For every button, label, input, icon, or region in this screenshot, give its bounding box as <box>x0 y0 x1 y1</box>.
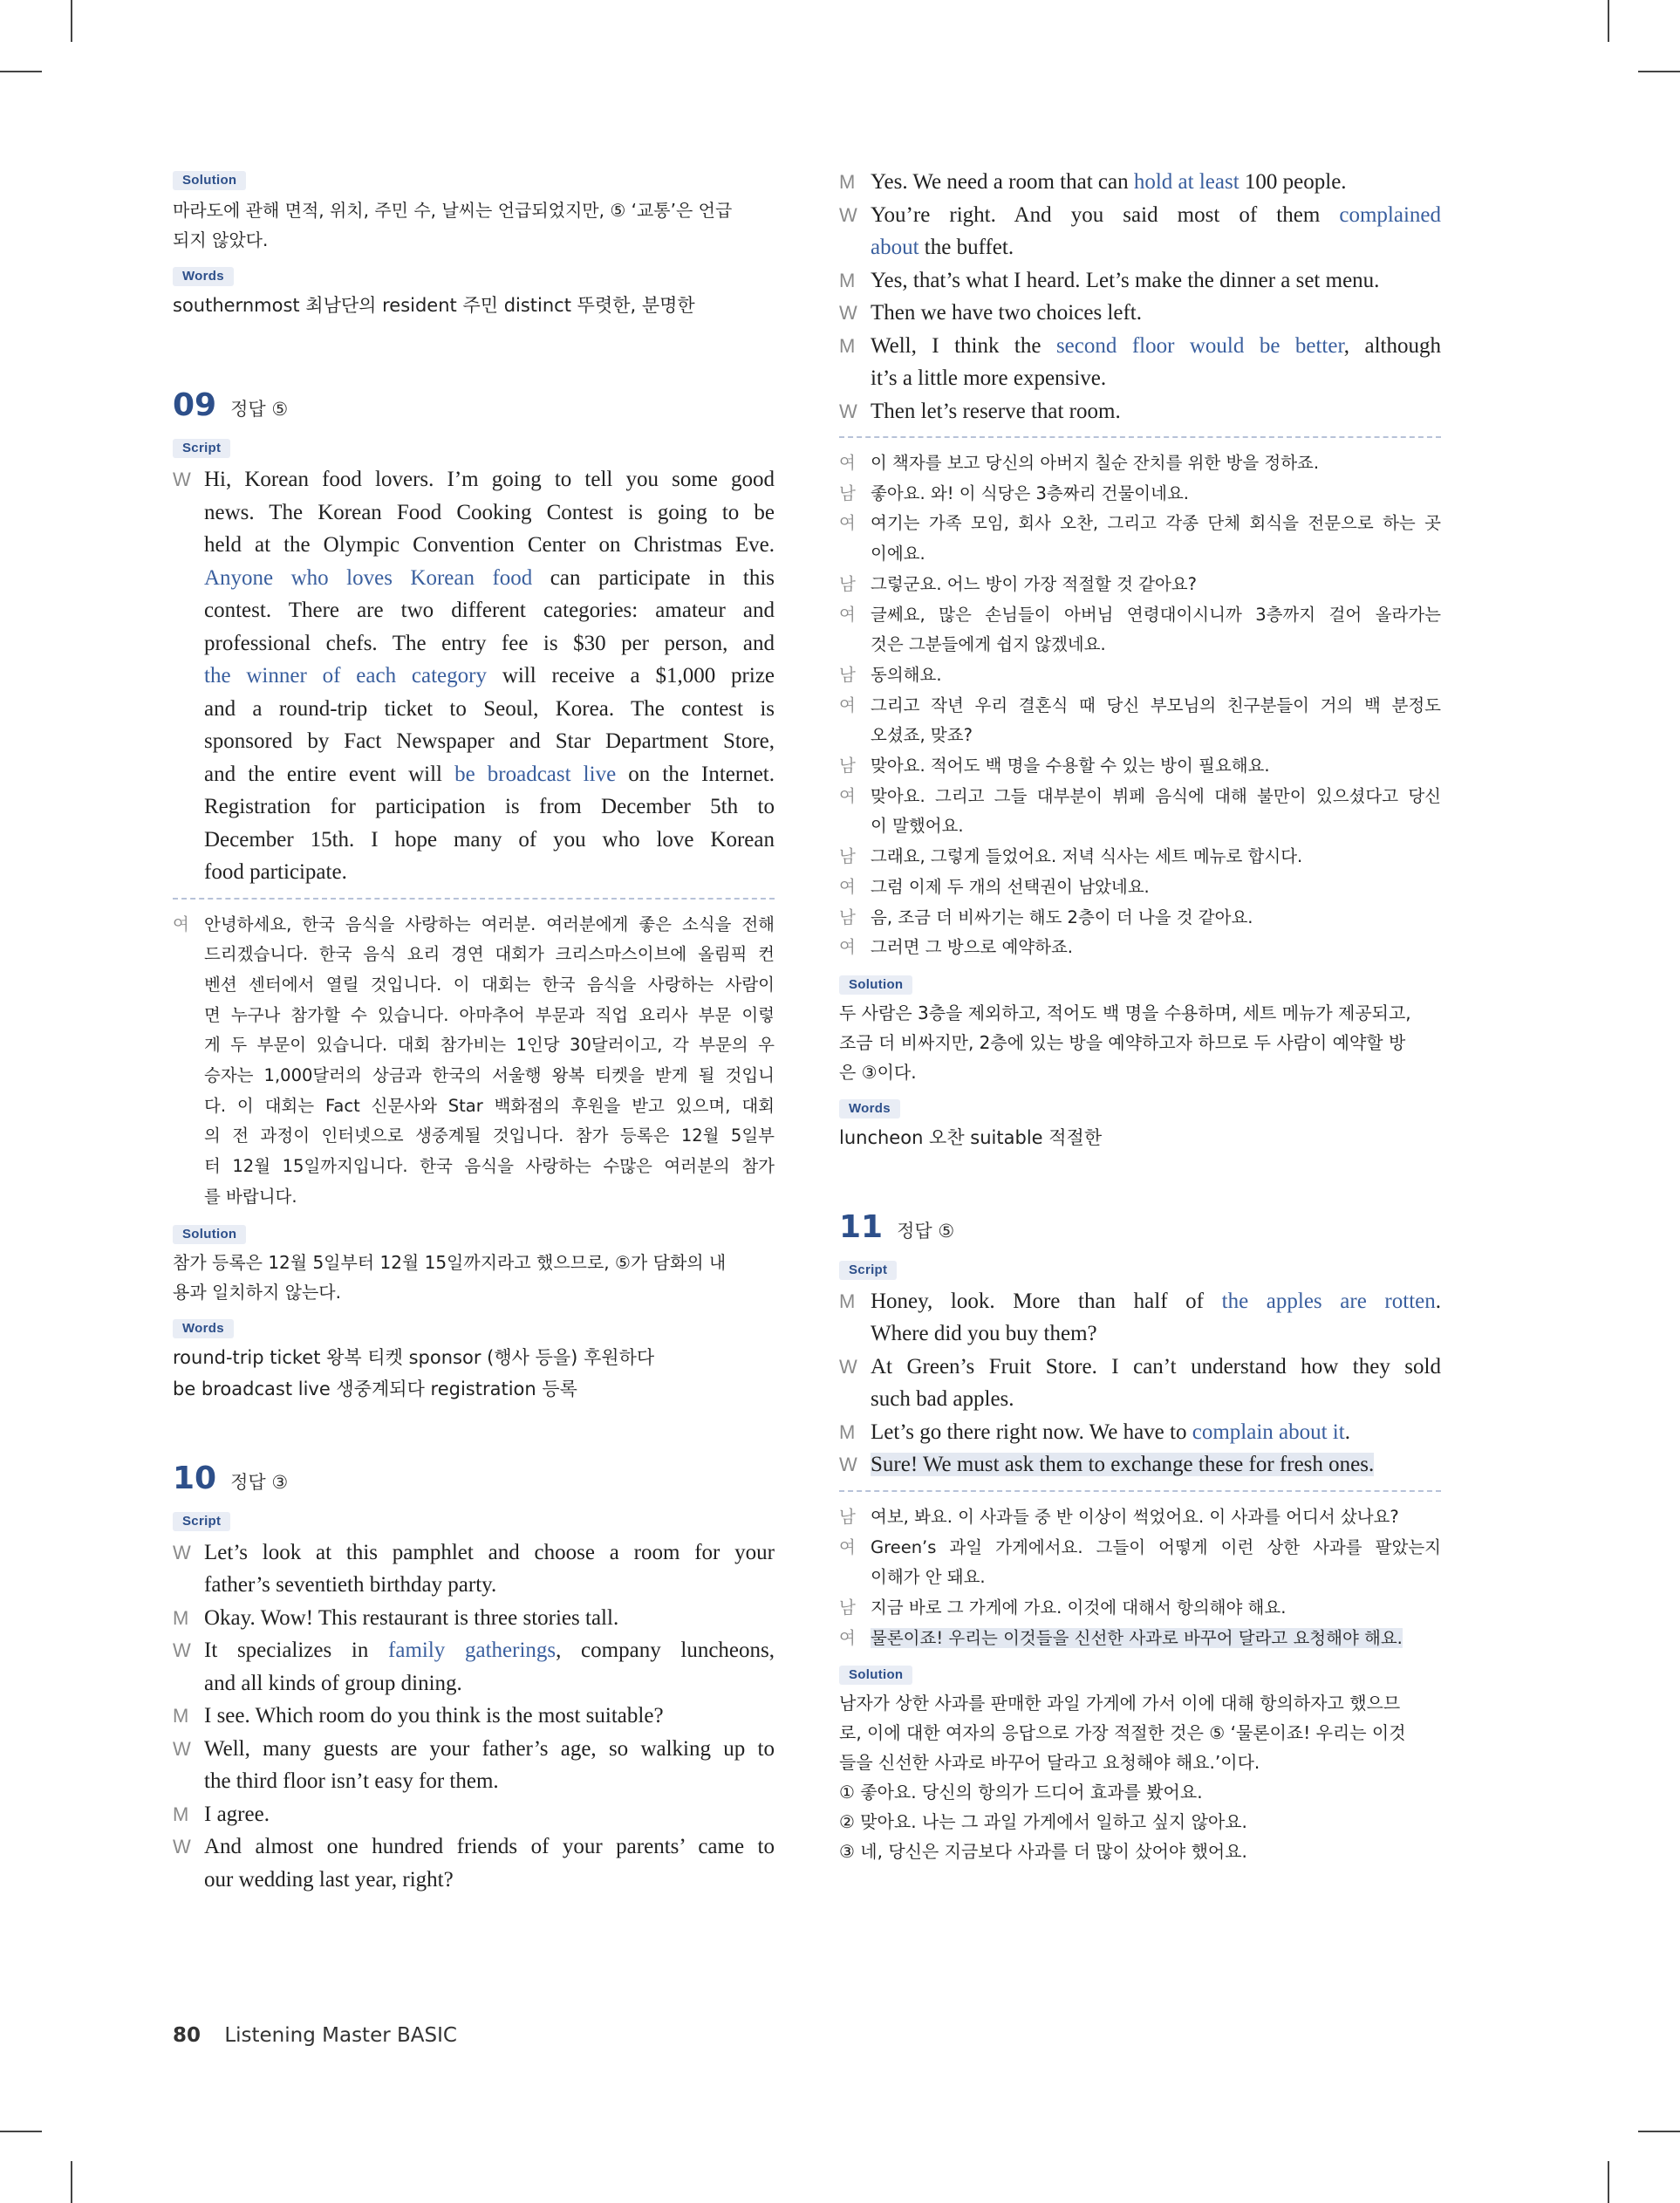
dialog-text <box>204 1733 775 1798</box>
dialog <box>839 1285 1441 1481</box>
dialog-text <box>871 166 1441 199</box>
left-column <box>173 171 775 1896</box>
text-line <box>204 1634 775 1667</box>
text-line: Then let’s reserve that room. <box>871 399 1121 423</box>
speaker-label: W <box>173 1541 191 1563</box>
dialog-text <box>871 600 1441 660</box>
text-line: 이 책자를 보고 당신의 아버지 칠순 잔치를 위한 방을 정하죠. <box>871 453 1320 473</box>
text-segment: on the Internet. <box>616 762 775 786</box>
dialog-turn <box>839 842 1441 872</box>
crop-mark <box>0 2131 42 2132</box>
speaker-label: W <box>173 1836 191 1858</box>
speaker-label: W <box>839 1355 857 1378</box>
speaker-label: 남 <box>839 1598 856 1618</box>
text-segment: and the entire event will <box>204 762 455 786</box>
highlighted-phrase: complain about it <box>1192 1420 1345 1444</box>
text-segment: 100 people. <box>1239 170 1347 194</box>
text-line: 좋아요. 와! 이 식당은 3층짜리 건물이네요. <box>871 482 1190 503</box>
dialog-text <box>871 264 1441 298</box>
text-line: 조금 더 비싸지만, 2층에 있는 방을 예약하고자 하므로 두 사람이 예약할 방 <box>839 1031 1406 1053</box>
dialog-turn <box>839 1624 1441 1654</box>
highlighted-phrase: hold at least <box>1133 170 1240 194</box>
text-line: such bad apples. <box>871 1387 1014 1412</box>
dialog-text <box>204 1798 775 1831</box>
text-line: 이에요. <box>871 544 925 564</box>
text-line: 그래요, 그렇게 들었어요. 저녁 식사는 세트 메뉴로 합시다. <box>871 846 1303 867</box>
dialog-text <box>871 509 1441 569</box>
text-line: and all kinds of group dining. <box>204 1671 462 1695</box>
dialog-text <box>871 330 1441 395</box>
dialog-turn <box>839 1533 1441 1593</box>
text-segment: . <box>1344 1420 1350 1444</box>
text-line: 참가 등록은 12월 5일부터 12월 15일까지라고 했으므로, ⑤가 담화의 내 <box>173 1251 727 1273</box>
words-tag: Words <box>839 1099 900 1119</box>
text-line: 터 12월 15일까지입니다. 한국 음식을 사랑하는 수많은 여러분의 참가 <box>204 1156 775 1177</box>
speaker-label: W <box>839 302 857 324</box>
text-line <box>871 231 1441 264</box>
text-line <box>871 1416 1441 1449</box>
dialog-turn <box>839 1285 1441 1351</box>
crop-mark <box>1608 2161 1609 2203</box>
text-segment: It specializes in <box>204 1639 389 1663</box>
dialog-text <box>871 933 1441 963</box>
text-segment: Well, I think the <box>871 333 1056 358</box>
text-line: father’s seventieth birthday party. <box>204 1573 497 1598</box>
text-line: 지금 바로 그 가게에 가요. 이것에 대해서 항의해야 해요. <box>871 1598 1287 1618</box>
text-line: Registration for participation is from December 5th to <box>204 795 775 818</box>
text-line: round-trip ticket 왕복 티켓 sponsor (행사 등을) 후원하다 <box>173 1346 655 1368</box>
question-header-11 <box>839 1209 1441 1245</box>
text-line: 이해가 안 돼요. <box>871 1567 986 1588</box>
dialog-turn <box>839 1448 1441 1481</box>
dialog-turn <box>173 1536 775 1602</box>
text-line: Let’s look at this pamphlet and choose a room for your <box>204 1540 775 1564</box>
monologue <box>173 463 775 889</box>
dialog-turn <box>839 1593 1441 1624</box>
page-number: 80 <box>173 2024 201 2047</box>
dialog-turn <box>839 691 1441 751</box>
solution-text <box>839 998 1441 1087</box>
q08-solution-section <box>173 171 775 255</box>
dialog-turn <box>839 1416 1441 1449</box>
words-text <box>173 290 775 321</box>
highlighted-phrase: be broadcast live <box>454 762 617 786</box>
q10-translation <box>839 448 1441 963</box>
speaker-label: M <box>839 269 856 291</box>
dialog-turn <box>839 570 1441 600</box>
text-line: Hi, Korean food lovers. I’m going to tell you some good <box>204 468 775 491</box>
crop-mark <box>71 2161 72 2203</box>
speaker-label: 남 <box>839 482 856 503</box>
text-line: Where did you buy them? <box>871 1322 1097 1346</box>
divider <box>839 436 1441 438</box>
text-line: 맞아요. 그리고 그들 대부분이 뷔페 음식에 대해 불만이 있으셨다고 당신 <box>871 785 1441 806</box>
translation-text <box>204 910 775 1213</box>
words-tag: Words <box>173 267 234 286</box>
dialog-turn <box>839 264 1441 298</box>
text-line: ① 좋아요. 당신의 항의가 드디어 효과를 봤어요. <box>839 1782 1203 1803</box>
script-tag: Script <box>173 439 230 458</box>
text-line: 벤션 센터에서 열릴 것입니다. 이 대회는 한국 음식을 사랑하는 사람이 <box>204 974 775 995</box>
dialog-text <box>871 1416 1441 1449</box>
dialog-turn <box>839 1502 1441 1533</box>
text-segment: Let’s go there right now. We have to <box>871 1420 1192 1444</box>
page-footer <box>173 2024 457 2047</box>
answer-label: 정답 ⑤ <box>897 1220 955 1242</box>
text-line: ③ 네, 당신은 지금보다 사과를 더 많이 샀어야 했어요. <box>839 1841 1247 1863</box>
dialog-turn <box>839 509 1441 569</box>
text-line: 면 누구나 참가할 수 있습니다. 아마추어 부문과 직업 요리사 부문 이렇 <box>204 1004 775 1025</box>
dialog-text <box>871 660 1441 691</box>
text-line <box>871 166 1441 199</box>
text-segment: , company luncheons, <box>556 1639 775 1663</box>
text-line <box>871 1448 1441 1481</box>
speaker-label: 남 <box>839 907 856 927</box>
crop-mark <box>71 0 72 42</box>
dialog-text <box>204 1830 775 1896</box>
solution-text <box>173 195 775 255</box>
speaker-label: 여 <box>839 1536 856 1557</box>
text-line: 게 두 부문이 있습니다. 대회 참가비는 1인당 30달러이고, 각 부문의 우 <box>204 1035 775 1056</box>
highlighted-phrase: Anyone who loves Korean food <box>204 565 533 590</box>
text-line: 이 말했어요. <box>871 816 964 837</box>
highlighted-phrase: second floor would be better <box>1055 333 1344 358</box>
dialog-turn <box>173 1602 775 1635</box>
text-line: luncheon 오찬 suitable 적절한 <box>839 1126 1103 1148</box>
speaker-label: W <box>173 1737 191 1760</box>
question-header-09 <box>173 387 775 423</box>
dialog-turn <box>839 330 1441 395</box>
text-line: ② 맞아요. 나는 그 과일 가게에서 일하고 싶지 않아요. <box>839 1811 1247 1833</box>
q10-solution-section <box>839 975 1441 1087</box>
q09-translation <box>173 910 775 1213</box>
text-line: Well, many guests are your father’s age, so walking up to <box>204 1736 775 1761</box>
solution-tag: Solution <box>173 1225 246 1244</box>
dialog-turn <box>839 479 1441 510</box>
dialog-text <box>871 1624 1441 1654</box>
dialog-text <box>871 872 1441 903</box>
speaker-label: M <box>839 1420 856 1443</box>
text-segment: You’re right. And you said most of them <box>871 202 1340 227</box>
speaker-label: W <box>173 1639 191 1662</box>
dialog <box>173 1536 775 1897</box>
dialog-text <box>871 1593 1441 1624</box>
dialog-text <box>871 782 1441 842</box>
divider <box>173 898 775 900</box>
dialog-text <box>871 1502 1441 1533</box>
crop-mark <box>0 71 42 72</box>
q09-script-section <box>173 439 775 889</box>
solution-tag: Solution <box>839 975 912 995</box>
q08-words-section <box>173 267 775 321</box>
dialog-turn <box>173 1733 775 1798</box>
text-line: 남자가 상한 사과를 판매한 과일 가게에 가서 이에 대해 항의하자고 했으므 <box>839 1693 1401 1714</box>
q09-words-section <box>173 1319 775 1405</box>
dialog-turn <box>173 1700 775 1733</box>
text-line: 동의해요. <box>871 664 942 685</box>
dialog-text <box>871 691 1441 751</box>
text-line: 음, 조금 더 비싸기는 해도 2층이 더 나을 것 같아요. <box>871 907 1253 927</box>
dialog-turn <box>839 903 1441 934</box>
text-line: 그럼 이제 두 개의 선택권이 남았네요. <box>871 876 1150 897</box>
speaker-label: 여 <box>839 513 856 534</box>
words-text <box>839 1122 1441 1153</box>
text-segment: Yes. We need a room that can <box>871 170 1134 194</box>
speaker-label: 여 <box>839 453 856 473</box>
dialog-turn <box>839 199 1441 264</box>
dialog-text <box>871 1285 1441 1351</box>
text-line: 것은 그분들에게 쉽지 않겠네요. <box>871 634 1106 655</box>
dialog-turn <box>839 782 1441 842</box>
question-number: 10 <box>173 1460 217 1496</box>
text-line: be broadcast live 생중계되다 registration 등록 <box>173 1378 577 1399</box>
text-line: 드리겠습니다. 한국 음식 요리 경연 대회가 크리스마스이브에 올림픽 컨 <box>204 944 775 965</box>
text-segment: can participate in this <box>532 565 775 590</box>
dialog-turn <box>839 448 1441 479</box>
text-line: I agree. <box>204 1802 270 1826</box>
highlighted-phrase: complained <box>1339 202 1441 227</box>
text-line: held at the Olympic Convention Center on Christmas Eve. <box>204 533 775 557</box>
text-line <box>204 562 775 595</box>
text-line <box>204 660 775 693</box>
speaker-label: 남 <box>839 664 856 685</box>
text-line: it’s a little more expensive. <box>871 366 1107 390</box>
dialog-turn <box>839 872 1441 903</box>
text-line: Then we have two choices left. <box>871 301 1142 325</box>
text-line: 다. 이 대회는 Fact 신문사와 Star 백화점의 후원을 받고 있으며, 대회 <box>204 1095 775 1116</box>
text-line: 그렇군요. 어느 방이 가장 적절할 것 같아요? <box>871 573 1197 594</box>
dialog-text <box>871 903 1441 934</box>
dialog-turn <box>173 1830 775 1896</box>
dialog-turn <box>839 751 1441 782</box>
dialog-text <box>204 1602 775 1635</box>
speaker-label: M <box>173 1606 189 1629</box>
text-line <box>871 330 1441 363</box>
dialog-text <box>871 297 1441 330</box>
speaker-label: 남 <box>839 756 856 777</box>
speaker-label: M <box>173 1705 189 1728</box>
dialog-text <box>871 199 1441 264</box>
speaker-label: M <box>839 171 856 193</box>
dialog-text <box>871 1448 1441 1481</box>
q11-script-section <box>839 1261 1441 1481</box>
crop-mark <box>1638 2131 1680 2132</box>
answer-label: 정답 ③ <box>230 1471 289 1493</box>
text-line: food participate. <box>204 860 347 884</box>
text-line: 승자는 1,000달러의 상금과 한국의 서울행 왕복 티켓을 받게 될 것입니 <box>204 1065 775 1086</box>
dialog-text <box>871 570 1441 600</box>
divider <box>839 1490 1441 1492</box>
dialog-turn <box>839 166 1441 199</box>
solution-text <box>173 1248 775 1307</box>
text-line: Green’s 과일 가게에서요. 그들이 어떻게 이런 상한 사과를 팔았는지 <box>871 1536 1441 1557</box>
dialog-turn <box>839 297 1441 330</box>
dialog-turn <box>173 1798 775 1831</box>
speaker-label: M <box>173 1803 189 1825</box>
marked-answer: Sure! We must ask them to exchange these for fresh ones. <box>871 1453 1375 1477</box>
text-segment: , although <box>1343 333 1441 358</box>
script-text <box>204 463 775 889</box>
text-line: 그러면 그 방으로 예약하죠. <box>871 937 1074 958</box>
speaker-label: 여 <box>173 913 189 934</box>
text-line: 두 사람은 3층을 제외하고, 적어도 백 명을 수용하며, 세트 메뉴가 제공되고, <box>839 1002 1411 1023</box>
text-line: 그리고 작년 우리 결혼식 때 당신 부모님의 친구분들이 거의 백 분정도 <box>871 694 1441 715</box>
question-number: 11 <box>839 1208 884 1245</box>
dialog-turn <box>839 660 1441 691</box>
words-text <box>173 1342 775 1405</box>
question-header-10 <box>173 1461 775 1496</box>
script-tag: Script <box>839 1261 897 1280</box>
text-line: 은 ③이다. <box>839 1061 917 1083</box>
text-line: 되지 않았다. <box>173 229 269 250</box>
speaker-label: 여 <box>839 937 856 958</box>
text-line: 여기는 가족 모임, 회사 오찬, 그리고 각종 단체 회식을 전문으로 하는 곳 <box>871 513 1441 534</box>
dialog-text <box>204 1634 775 1700</box>
speaker-label: M <box>839 334 856 357</box>
question-number: 09 <box>173 387 217 423</box>
dialog-text <box>871 1533 1441 1593</box>
solution-text <box>839 1688 1441 1866</box>
text-line: the third floor isn’t easy for them. <box>204 1769 499 1794</box>
text-line: 안녕하세요, 한국 음식을 사랑하는 여러분. 여러분에게 좋은 소식을 전해 <box>204 913 775 934</box>
speaker-label: 남 <box>839 846 856 867</box>
dialog-text <box>871 479 1441 510</box>
speaker-label: 여 <box>839 785 856 806</box>
text-line: December 15th. I hope many of you who love Korean <box>204 827 775 852</box>
solution-tag: Solution <box>173 171 246 190</box>
text-line: southernmost 최남단의 resident 주민 distinct 뚜렷한, 분명한 <box>173 295 695 316</box>
dialog-text <box>871 395 1441 428</box>
text-line <box>871 199 1441 232</box>
speaker-label: 여 <box>839 694 856 715</box>
highlighted-phrase: the winner of each category <box>204 664 487 688</box>
text-segment: Honey, look. More than half of <box>871 1289 1222 1313</box>
book-title: Listening Master BASIC <box>224 2024 457 2047</box>
dialog-turn <box>839 1351 1441 1416</box>
answer-label: 정답 ⑤ <box>230 399 289 420</box>
dialog <box>839 166 1441 428</box>
text-line: 의 전 과정이 인터넷으로 생중계될 것입니다. 참가 등록은 12월 5일부 <box>204 1125 775 1146</box>
speaker-label: 여 <box>839 604 856 625</box>
text-line: 여보, 봐요. 이 사과들 중 반 이상이 썩었어요. 이 사과를 어디서 샀나요? <box>871 1506 1399 1527</box>
text-line: 를 바랍니다. <box>204 1186 297 1207</box>
text-line: 마라도에 관해 면적, 위치, 주민 수, 날씨는 언급되었지만, ⑤ ‘교통’은 언급 <box>173 200 733 221</box>
speaker-label: 여 <box>839 876 856 897</box>
script-tag: Script <box>173 1512 230 1531</box>
text-line: Yes, that’s what I heard. Let’s make the dinner a set menu. <box>871 268 1380 292</box>
text-line: At Green’s Fruit Store. I can’t understand how they sold <box>871 1354 1441 1379</box>
text-line: news. The Korean Food Cooking Contest is going to be <box>204 500 775 524</box>
q09-solution-section <box>173 1225 775 1307</box>
text-line: contest. There are two different categories: amateur and <box>204 599 775 622</box>
text-line <box>204 758 775 791</box>
text-line: and a round-trip ticket to Seoul, Korea. The contest is <box>204 696 775 721</box>
text-line: Okay. Wow! This restaurant is three stories tall. <box>204 1605 619 1630</box>
dialog-turn <box>839 933 1441 963</box>
text-line: our wedding last year, right? <box>204 1867 454 1892</box>
speaker-label: W <box>839 203 857 226</box>
text-segment: . <box>1435 1289 1441 1313</box>
dialog-turn <box>173 1634 775 1700</box>
dialog-text <box>871 1351 1441 1416</box>
text-line: 맞아요. 적어도 백 명을 수용할 수 있는 방이 필요해요. <box>871 756 1270 777</box>
q10-script-section <box>173 1512 775 1897</box>
dialog-text <box>871 448 1441 479</box>
solution-tag: Solution <box>839 1666 912 1685</box>
q11-solution-section <box>839 1666 1441 1866</box>
speaker-label: 남 <box>839 1506 856 1527</box>
text-line: 오셨죠, 맞죠? <box>871 725 973 746</box>
speaker-label: W <box>839 1454 857 1476</box>
text-line: 글쎄요, 많은 손님들이 아버님 연령대이시니까 3층까지 걸어 올라가는 <box>871 604 1441 625</box>
dialog-text <box>871 842 1441 872</box>
dialog-text <box>204 1700 775 1733</box>
text-segment: the buffet. <box>919 236 1014 259</box>
text-line <box>871 1285 1441 1318</box>
text-line: And almost one hundred friends of your parents’ came to <box>204 1835 775 1859</box>
speaker-label: W <box>173 469 191 490</box>
text-line: sponsored by Fact Newspaper and Star Department Store, <box>204 729 775 753</box>
speaker-label: W <box>839 400 857 422</box>
speaker-label: 남 <box>839 573 856 594</box>
highlighted-phrase: the apples are rotten <box>1221 1289 1436 1313</box>
text-line: 로, 이에 대한 여자의 응답으로 가장 적절한 것은 ⑤ ‘물론이죠! 우리는 이것 <box>839 1722 1406 1744</box>
words-tag: Words <box>173 1319 234 1338</box>
crop-mark <box>1638 71 1680 72</box>
dialog-text <box>204 1536 775 1602</box>
speaker-label: 여 <box>839 1627 856 1648</box>
q10-words-section <box>839 1099 1441 1153</box>
speaker-label: M <box>839 1290 856 1312</box>
dialog-turn <box>839 600 1441 660</box>
dialog-text <box>871 751 1441 782</box>
text-line <box>871 1624 1441 1654</box>
highlighted-phrase: about <box>871 236 919 259</box>
dialog-turn <box>839 395 1441 428</box>
q11-translation <box>839 1502 1441 1654</box>
text-line: professional chefs. The entry fee is $30 per person, and <box>204 631 775 655</box>
text-line: I see. Which room do you think is the most suitable? <box>204 1704 664 1728</box>
crop-mark <box>1608 0 1609 42</box>
text-line: 용과 일치하지 않는다. <box>173 1281 341 1303</box>
marked-answer: 물론이죠! 우리는 이것들을 신선한 사과로 바꾸어 달라고 요청해야 해요. <box>871 1627 1403 1648</box>
text-line: 들을 신선한 사과로 바꾸어 달라고 요청해야 해요.’이다. <box>839 1752 1260 1774</box>
highlighted-phrase: family gatherings <box>388 1639 557 1663</box>
text-segment: will receive a $1,000 prize <box>486 664 775 688</box>
right-column <box>839 171 1441 1866</box>
